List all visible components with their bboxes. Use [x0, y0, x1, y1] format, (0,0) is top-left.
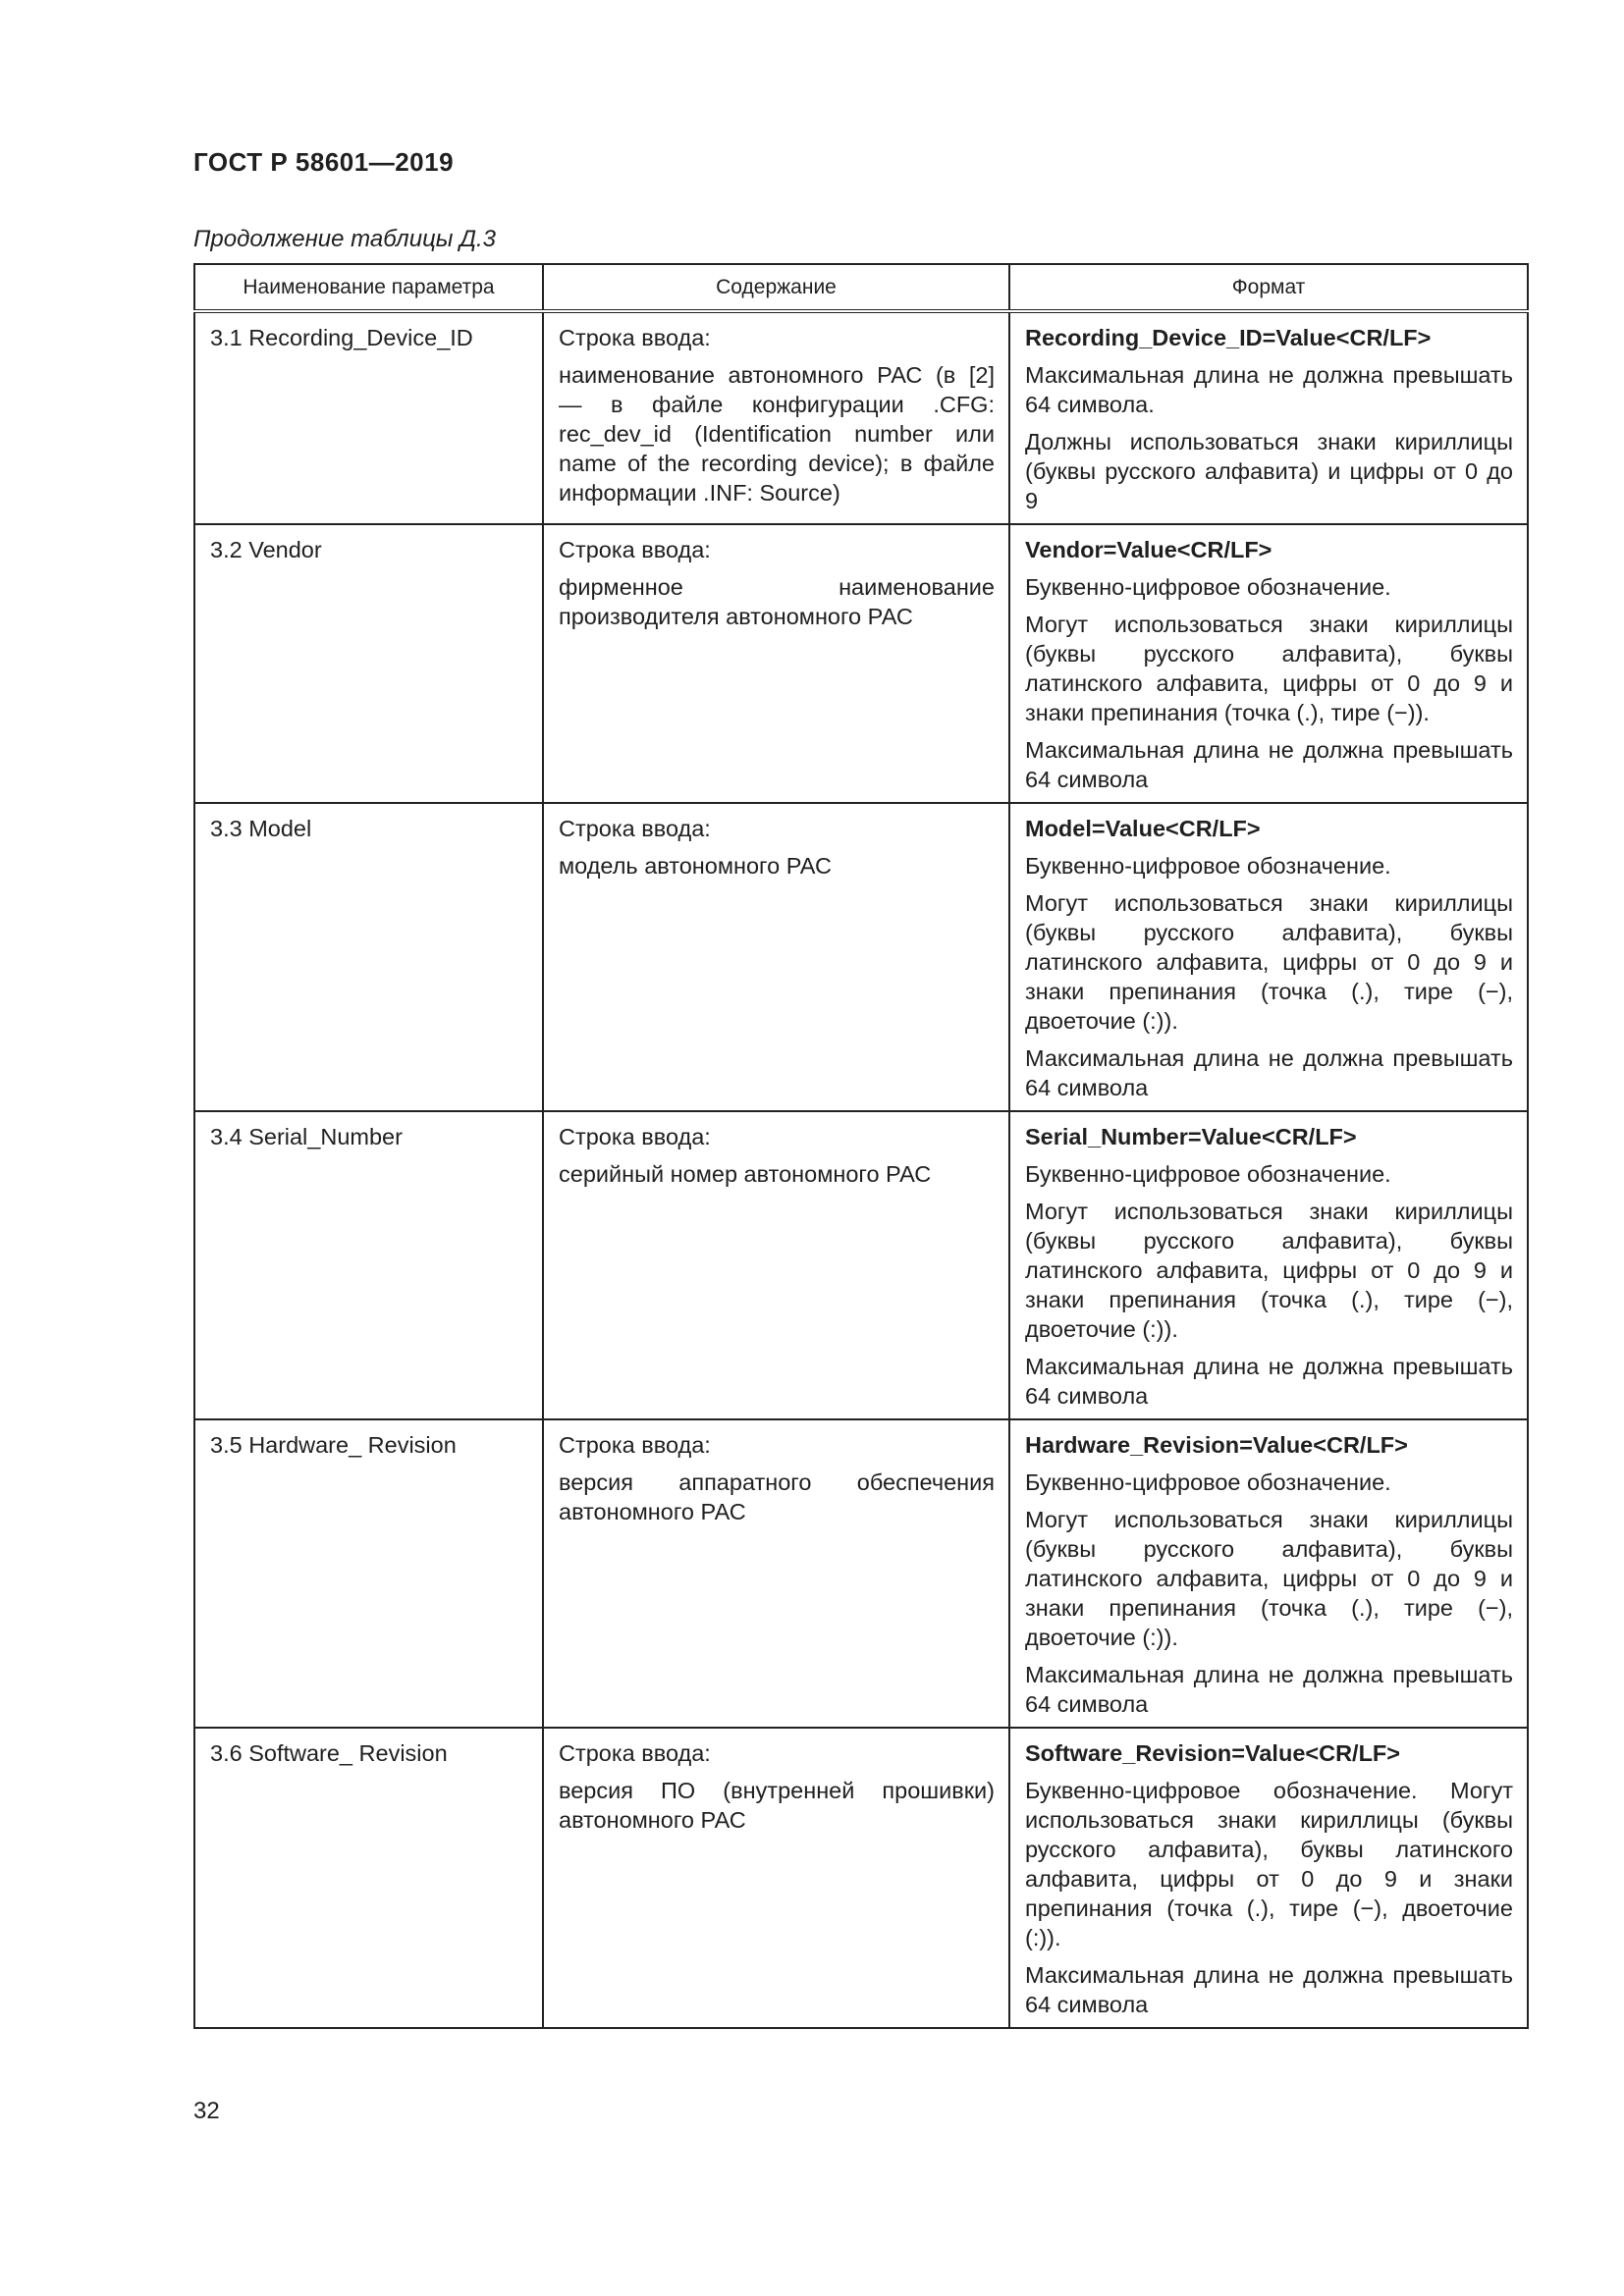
param-name-cell: 3.5 Hardware_ Revision	[194, 1419, 543, 1728]
content-line: серийный номер автономного РАС	[559, 1161, 932, 1187]
format-line: Буквенно-цифровое обозначение.	[1025, 1161, 1391, 1187]
format-line: Буквенно-цифровое обозначение. Могут использоваться знаки кириллицы (буквы русского алфавита), буквы латинского алфавита, цифры от 0 до 9 и знаки препинания (точка (.), тире (−), двоеточие (:)).	[1025, 1778, 1513, 1950]
format-title: Model=Value<CR/LF>	[1025, 816, 1261, 841]
format-title: Software_Revision=Value<CR/LF>	[1025, 1740, 1401, 1766]
table-row	[194, 1111, 1528, 1419]
format-line: Буквенно-цифровое обозначение.	[1025, 853, 1391, 879]
content-line: Строка ввода:	[559, 1740, 711, 1766]
format-cell	[1009, 311, 1528, 524]
table-header-row	[194, 264, 1528, 311]
format-title: Recording_Device_ID=Value<CR/LF>	[1025, 325, 1432, 350]
param-name-cell: 3.3 Model	[194, 803, 543, 1111]
content-line: Строка ввода:	[559, 537, 711, 562]
content-line: фирменное наименование производителя автономного РАС	[559, 574, 995, 629]
content-cell	[543, 311, 1009, 524]
format-line: Буквенно-цифровое обозначение.	[1025, 1469, 1391, 1495]
content-cell	[543, 524, 1009, 803]
content-line: версия аппаратного обеспечения автономного РАС	[559, 1469, 995, 1524]
table-row	[194, 1419, 1528, 1728]
format-title: Hardware_Revision=Value<CR/LF>	[1025, 1432, 1408, 1458]
format-line: Максимальная длина не должна превышать 64 символа	[1025, 737, 1513, 792]
content-cell	[543, 803, 1009, 1111]
content-line: наименование автономного РАС (в [2] — в файле конфигурации .CFG: rec_dev_id (Identification number или name of the recording device); в файле информации .INF: Source)	[559, 362, 995, 506]
param-name-cell: 3.1 Recording_Device_ID	[194, 311, 543, 524]
format-line: Буквенно-цифровое обозначение.	[1025, 574, 1391, 600]
content-line: Строка ввода:	[559, 1124, 711, 1149]
content-cell	[543, 1419, 1009, 1728]
table-row	[194, 803, 1528, 1111]
table-row	[194, 311, 1528, 524]
column-header-name: Наименование параметра	[194, 264, 543, 311]
table-row	[194, 1728, 1528, 2028]
page-number: 32	[193, 2098, 220, 2124]
content-line: версия ПО (внутренней прошивки) автономного РАС	[559, 1778, 995, 1833]
column-header-format: Формат	[1009, 264, 1528, 311]
table-row	[194, 524, 1528, 803]
format-line: Максимальная длина не должна превышать 64 символа	[1025, 1354, 1513, 1409]
format-line: Должны использоваться знаки кириллицы (буквы русского алфавита) и цифры от 0 до 9	[1025, 429, 1513, 513]
format-cell	[1009, 1111, 1528, 1419]
format-title: Serial_Number=Value<CR/LF>	[1025, 1124, 1357, 1149]
content-line: модель автономного РАС	[559, 853, 832, 879]
format-title: Vendor=Value<CR/LF>	[1025, 537, 1272, 562]
content-line: Строка ввода:	[559, 816, 711, 841]
content-cell	[543, 1111, 1009, 1419]
format-cell	[1009, 803, 1528, 1111]
parameter-table	[193, 263, 1529, 2029]
format-cell	[1009, 524, 1528, 803]
param-name-cell: 3.6 Software_ Revision	[194, 1728, 543, 2028]
format-line: Максимальная длина не должна превышать 64 символа	[1025, 1045, 1513, 1100]
content-line: Строка ввода:	[559, 1432, 711, 1458]
format-line: Могут использоваться знаки кириллицы (буквы русского алфавита), буквы латинского алфавита, цифры от 0 до 9 и знаки препинания (точка (.), тире (−)).	[1025, 612, 1513, 725]
format-cell	[1009, 1419, 1528, 1728]
content-cell	[543, 1728, 1009, 2028]
param-name-cell: 3.4 Serial_Number	[194, 1111, 543, 1419]
format-line: Максимальная длина не должна превышать 64 символа.	[1025, 362, 1513, 417]
format-line: Максимальная длина не должна превышать 64 символа	[1025, 1962, 1513, 2017]
param-name-cell: 3.2 Vendor	[194, 524, 543, 803]
content-line: Строка ввода:	[559, 325, 711, 350]
format-line: Могут использоваться знаки кириллицы (буквы русского алфавита), буквы латинского алфавита, цифры от 0 до 9 и знаки препинания (точка (.), тире (−), двоеточие (:)).	[1025, 1507, 1513, 1650]
table-caption: Продолжение таблицы Д.3	[193, 226, 497, 252]
format-line: Максимальная длина не должна превышать 64 символа	[1025, 1662, 1513, 1717]
format-cell	[1009, 1728, 1528, 2028]
document-header: ГОСТ Р 58601—2019	[193, 147, 455, 177]
column-header-content: Содержание	[543, 264, 1009, 311]
format-line: Могут использоваться знаки кириллицы (буквы русского алфавита), буквы латинского алфавита, цифры от 0 до 9 и знаки препинания (точка (.), тире (−), двоеточие (:)).	[1025, 1199, 1513, 1342]
format-line: Могут использоваться знаки кириллицы (буквы русского алфавита), буквы латинского алфавита, цифры от 0 до 9 и знаки препинания (точка (.), тире (−), двоеточие (:)).	[1025, 890, 1513, 1034]
